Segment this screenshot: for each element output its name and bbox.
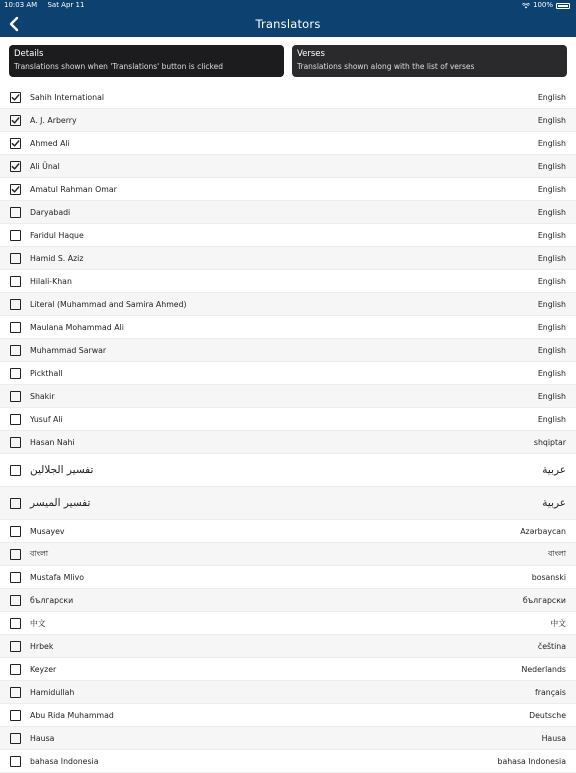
- translator-checkbox[interactable]: [10, 322, 21, 333]
- translator-language: عربية: [542, 497, 566, 509]
- translator-checkbox[interactable]: [10, 253, 21, 264]
- translator-checkbox[interactable]: [10, 345, 21, 356]
- checkmark-icon: [11, 162, 20, 171]
- translator-language: English: [537, 207, 566, 217]
- translator-name: Shakir: [30, 391, 55, 401]
- mode-cards: [9, 45, 567, 77]
- translator-name: Daryabadi: [30, 207, 71, 217]
- translator-checkbox[interactable]: [10, 595, 21, 606]
- translator-row[interactable]: [0, 681, 576, 704]
- translator-row[interactable]: [0, 408, 576, 431]
- translator-language: English: [537, 253, 566, 263]
- translator-name: A. J. Arberry: [30, 115, 77, 125]
- translator-name: Maulana Mohammad Ali: [30, 322, 124, 332]
- translator-row[interactable]: [0, 487, 576, 520]
- translator-name: Mustafa Mlivo: [30, 572, 85, 582]
- translator-checkbox[interactable]: [10, 618, 21, 629]
- translator-row[interactable]: [0, 132, 576, 155]
- translator-name: تفسير الجلالين: [30, 464, 94, 476]
- translator-checkbox[interactable]: [10, 276, 21, 287]
- translator-row[interactable]: [0, 385, 576, 408]
- translator-language: Deutsche: [529, 710, 566, 720]
- translator-row[interactable]: [0, 224, 576, 247]
- checkmark-icon: [11, 116, 20, 125]
- translator-name: تفسير الميسر: [30, 497, 91, 509]
- status-left: [4, 0, 92, 11]
- translator-name: Yusuf Ali: [30, 414, 63, 424]
- translator-row[interactable]: [0, 270, 576, 293]
- translator-language: Azərbaycan: [520, 526, 566, 536]
- translator-row[interactable]: [0, 247, 576, 270]
- translator-language: 中文: [550, 618, 566, 628]
- translator-name: Hilali-Khan: [30, 276, 72, 286]
- translator-checkbox[interactable]: [10, 526, 21, 537]
- translator-language: български: [522, 595, 566, 605]
- translator-row[interactable]: [0, 520, 576, 543]
- checkmark-icon: [11, 93, 20, 102]
- translator-name: Amatul Rahman Omar: [30, 184, 117, 194]
- translator-checkbox[interactable]: [10, 184, 21, 195]
- translator-row[interactable]: [0, 635, 576, 658]
- translator-language: English: [537, 92, 566, 102]
- translator-name: bahasa Indonesia: [30, 756, 99, 766]
- translator-name: Ahmed Ali: [30, 138, 70, 148]
- translator-name: Hamid S. Aziz: [30, 253, 84, 263]
- verses-card-description: Translations shown along with the list of verses: [297, 62, 475, 71]
- wifi-icon: [522, 3, 530, 9]
- translator-checkbox[interactable]: [10, 299, 21, 310]
- translator-name: български: [30, 595, 74, 605]
- translator-name: Hrbek: [30, 641, 54, 651]
- verses-card-title: Verses: [297, 49, 325, 59]
- translator-name: Ali Ünal: [30, 161, 60, 171]
- translator-row[interactable]: [0, 566, 576, 589]
- translator-name: Pickthall: [30, 368, 63, 378]
- translator-checkbox[interactable]: [10, 207, 21, 218]
- translator-row[interactable]: [0, 201, 576, 224]
- translator-name: Literal (Muhammad and Samira Ahmed): [30, 299, 187, 309]
- translator-row[interactable]: [0, 86, 576, 109]
- translator-checkbox[interactable]: [10, 115, 21, 126]
- status-time: 10:03 AM: [4, 1, 38, 9]
- translator-language: English: [537, 230, 566, 240]
- translator-checkbox[interactable]: [10, 641, 21, 652]
- translator-language: English: [537, 138, 566, 148]
- translator-row[interactable]: [0, 658, 576, 681]
- translator-checkbox[interactable]: [10, 687, 21, 698]
- translator-row[interactable]: [0, 155, 576, 178]
- translator-name: Abu Rida Muhammad: [30, 710, 114, 720]
- translator-language: عربية: [542, 464, 566, 476]
- page-title: Translators: [255, 17, 321, 31]
- translator-name: Faridul Haque: [30, 230, 84, 240]
- translator-language: français: [535, 687, 566, 697]
- navigation-bar: [0, 11, 576, 37]
- translator-name: Hausa: [30, 733, 55, 743]
- translator-language: English: [537, 299, 566, 309]
- translator-checkbox[interactable]: [10, 572, 21, 583]
- translator-checkbox[interactable]: [10, 733, 21, 744]
- translator-row[interactable]: [0, 454, 576, 487]
- translator-checkbox[interactable]: [10, 498, 21, 509]
- translator-checkbox[interactable]: [10, 138, 21, 149]
- translator-language: English: [537, 115, 566, 125]
- translator-checkbox[interactable]: [10, 92, 21, 103]
- translator-checkbox[interactable]: [10, 391, 21, 402]
- translator-language: Hausa: [541, 733, 566, 743]
- translator-row[interactable]: [0, 612, 576, 635]
- translator-list: [0, 86, 576, 773]
- translator-checkbox[interactable]: [10, 465, 21, 476]
- translator-name: Hamidullah: [30, 687, 75, 697]
- checkmark-icon: [11, 139, 20, 148]
- details-card-title: Details: [14, 49, 44, 59]
- translator-language: English: [537, 322, 566, 332]
- translator-checkbox[interactable]: [10, 549, 21, 560]
- translator-name: বাংলা: [30, 548, 49, 558]
- translator-name: Keyzer: [30, 664, 57, 674]
- translator-name: Musayev: [30, 526, 65, 536]
- translator-language: English: [537, 161, 566, 171]
- translator-checkbox[interactable]: [10, 161, 21, 172]
- translator-checkbox[interactable]: [10, 756, 21, 767]
- translator-row[interactable]: [0, 704, 576, 727]
- translator-language: English: [537, 184, 566, 194]
- translator-language: English: [537, 345, 566, 355]
- translator-row[interactable]: [0, 727, 576, 750]
- verses-card[interactable]: [292, 45, 567, 77]
- translator-language: English: [537, 391, 566, 401]
- translator-row[interactable]: [0, 362, 576, 385]
- status-right: [522, 0, 570, 11]
- translator-language: English: [537, 414, 566, 424]
- translator-row[interactable]: [0, 543, 576, 566]
- translator-checkbox[interactable]: [10, 230, 21, 241]
- translator-row[interactable]: [0, 750, 576, 773]
- translator-name: Hasan Nahi: [30, 437, 75, 447]
- translator-checkbox[interactable]: [10, 710, 21, 721]
- battery-icon: [556, 3, 570, 9]
- translator-row[interactable]: [0, 316, 576, 339]
- translator-row[interactable]: [0, 109, 576, 132]
- translator-checkbox[interactable]: [10, 664, 21, 675]
- battery-percent: 100%: [532, 1, 553, 9]
- translator-language: shqiptar: [533, 437, 566, 447]
- translator-language: Nederlands: [521, 664, 566, 674]
- translator-checkbox[interactable]: [10, 368, 21, 379]
- status-bar: [0, 0, 576, 11]
- translator-checkbox[interactable]: [10, 414, 21, 425]
- translator-name: Muhammad Sarwar: [30, 345, 107, 355]
- translator-checkbox[interactable]: [10, 437, 21, 448]
- translator-language: bosanski: [531, 572, 566, 582]
- translator-language: বাংলা: [547, 548, 566, 558]
- translator-row[interactable]: [0, 178, 576, 201]
- details-card[interactable]: [9, 45, 284, 77]
- translator-language: bahasa Indonesia: [497, 756, 566, 766]
- translator-name: 中文: [30, 618, 46, 628]
- translator-name: Sahih International: [30, 92, 105, 102]
- translator-row[interactable]: [0, 589, 576, 612]
- translator-row[interactable]: [0, 339, 576, 362]
- translator-row[interactable]: [0, 293, 576, 316]
- details-card-description: Translations shown when 'Translations' button is clicked: [14, 62, 223, 71]
- translator-language: English: [537, 276, 566, 286]
- status-date: Sat Apr 11: [47, 1, 85, 9]
- translator-language: English: [537, 368, 566, 378]
- translator-row[interactable]: [0, 431, 576, 454]
- translator-language: čeština: [537, 641, 566, 651]
- checkmark-icon: [11, 185, 20, 194]
